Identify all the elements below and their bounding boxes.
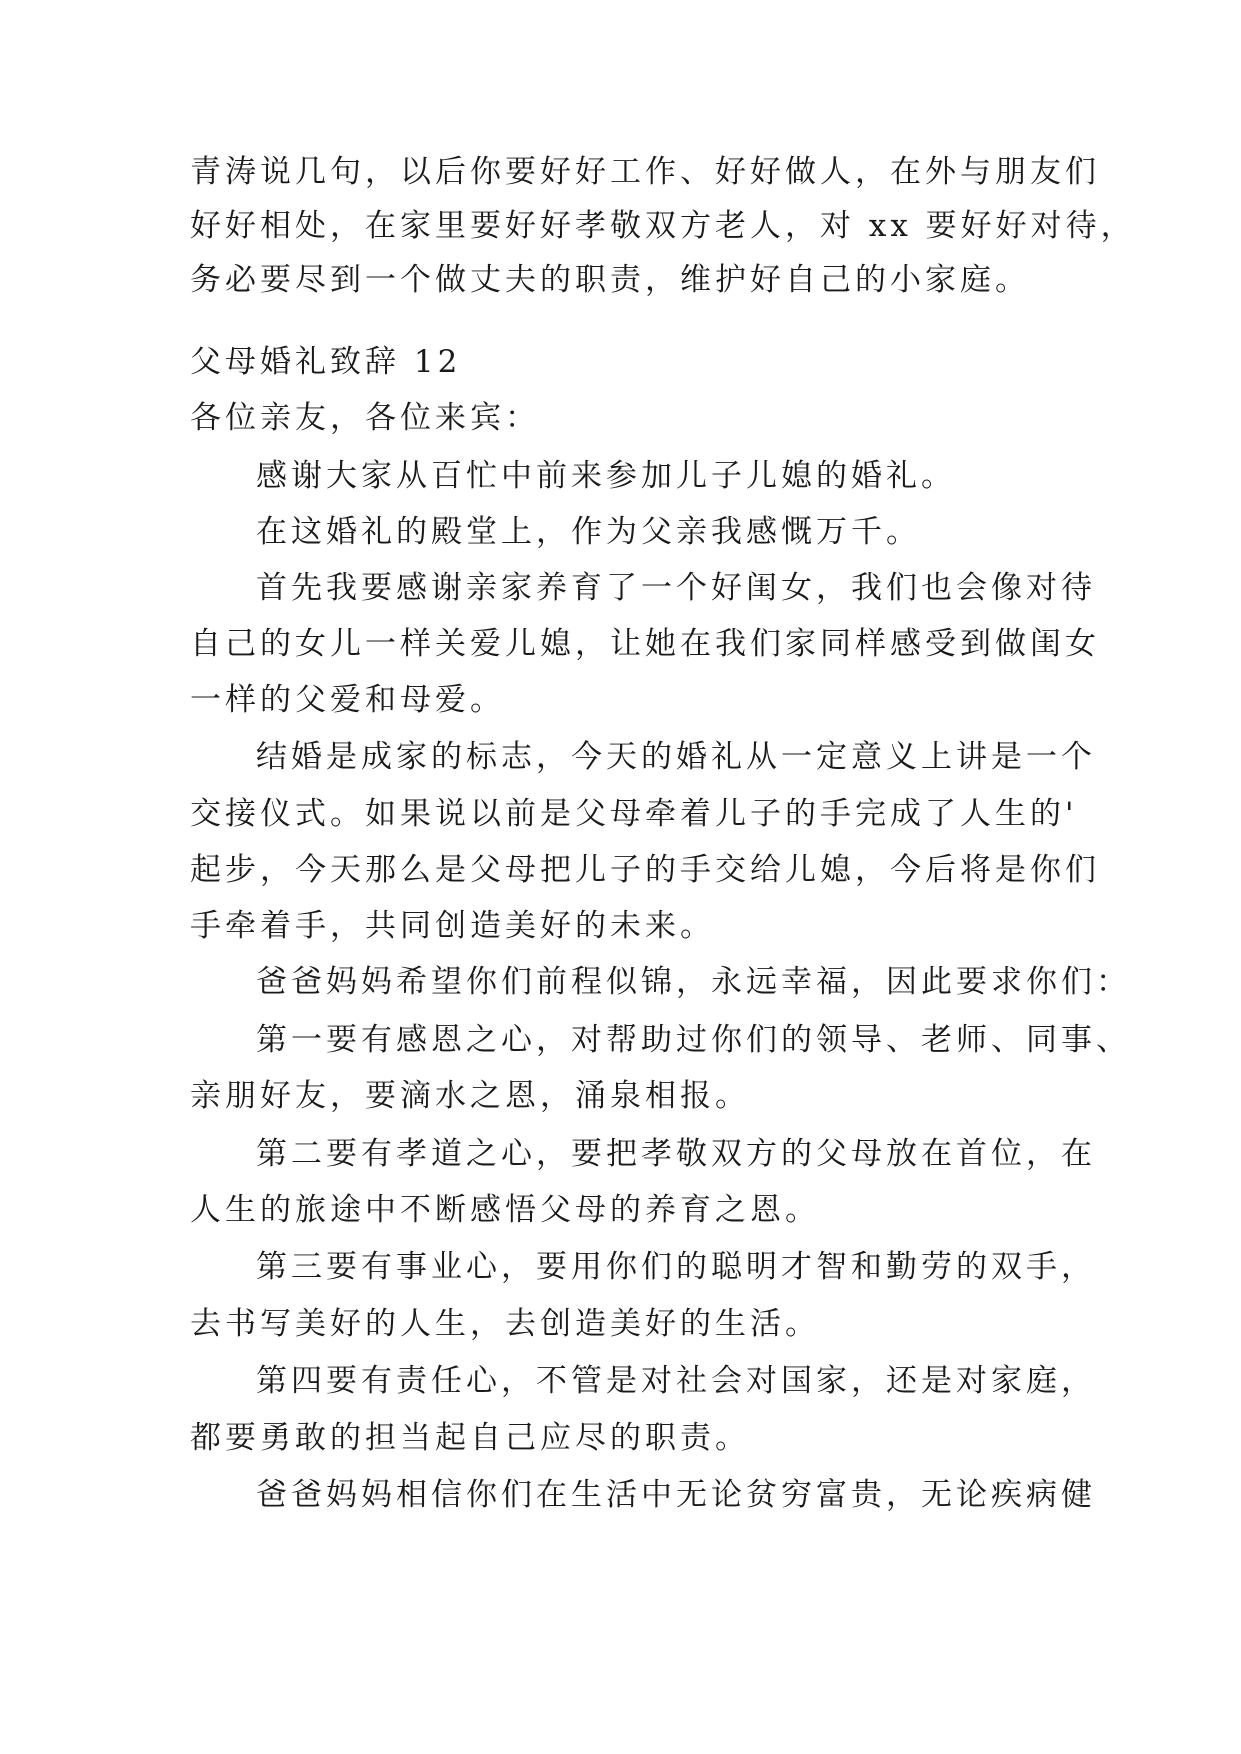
- paragraph-line: 第二要有孝道之心，要把孝敬双方的父母放在首位，在: [256, 1136, 1096, 1172]
- paragraph-line: 爸爸妈妈希望你们前程似锦，永远幸福，因此要求你们：: [256, 964, 1131, 1000]
- section-title: 父母婚礼致辞 12: [190, 344, 462, 380]
- text-line: 自己的女儿一样关爱儿媳，让她在我们家同样感受到做闺女: [190, 626, 1100, 662]
- paragraph-line: 第三要有事业心，要用你们的聪明才智和勤劳的双手，: [256, 1249, 1096, 1285]
- text-line: 人生的旅途中不断感悟父母的养育之恩。: [190, 1192, 820, 1228]
- text-line: 起步，今天那么是父母把儿子的手交给儿媳，今后将是你们: [190, 852, 1100, 888]
- paragraph-line: 结婚是成家的标志，今天的婚礼从一定意义上讲是一个: [256, 739, 1096, 775]
- text-line: 亲朋好友，要滴水之恩，涌泉相报。: [190, 1078, 750, 1114]
- text-line: 交接仪式。如果说以前是父母牵着儿子的手完成了人生的': [190, 796, 1078, 832]
- paragraph-line: 第一要有感恩之心，对帮助过你们的领导、老师、同事、: [256, 1022, 1131, 1058]
- text-line: 手牵着手，共同创造美好的未来。: [190, 908, 715, 944]
- paragraph-line: 首先我要感谢亲家养育了一个好闺女，我们也会像对待: [256, 570, 1096, 606]
- text-line: 青涛说几句，以后你要好好工作、好好做人，在外与朋友们: [190, 154, 1100, 190]
- paragraph-line: 爸爸妈妈相信你们在生活中无论贫穷富贵，无论疾病健: [256, 1477, 1096, 1513]
- paragraph-line: 感谢大家从百忙中前来参加儿子儿媳的婚礼。: [256, 458, 956, 494]
- paragraph-line: 第四要有责任心，不管是对社会对国家，还是对家庭，: [256, 1363, 1096, 1399]
- text-line: 务必要尽到一个做丈夫的职责，维护好自己的小家庭。: [190, 262, 1030, 298]
- text-line: 好好相处，在家里要好好孝敬双方老人，对 xx 要好好对待，: [190, 208, 1136, 244]
- text-line: 都要勇敢的担当起自己应尽的职责。: [190, 1420, 750, 1456]
- text-line: 一样的父爱和母爱。: [190, 682, 505, 718]
- salutation: 各位亲友，各位来宾：: [190, 400, 540, 436]
- paragraph-line: 在这婚礼的殿堂上，作为父亲我感慨万千。: [256, 514, 921, 550]
- text-line: 去书写美好的人生，去创造美好的生活。: [190, 1306, 820, 1342]
